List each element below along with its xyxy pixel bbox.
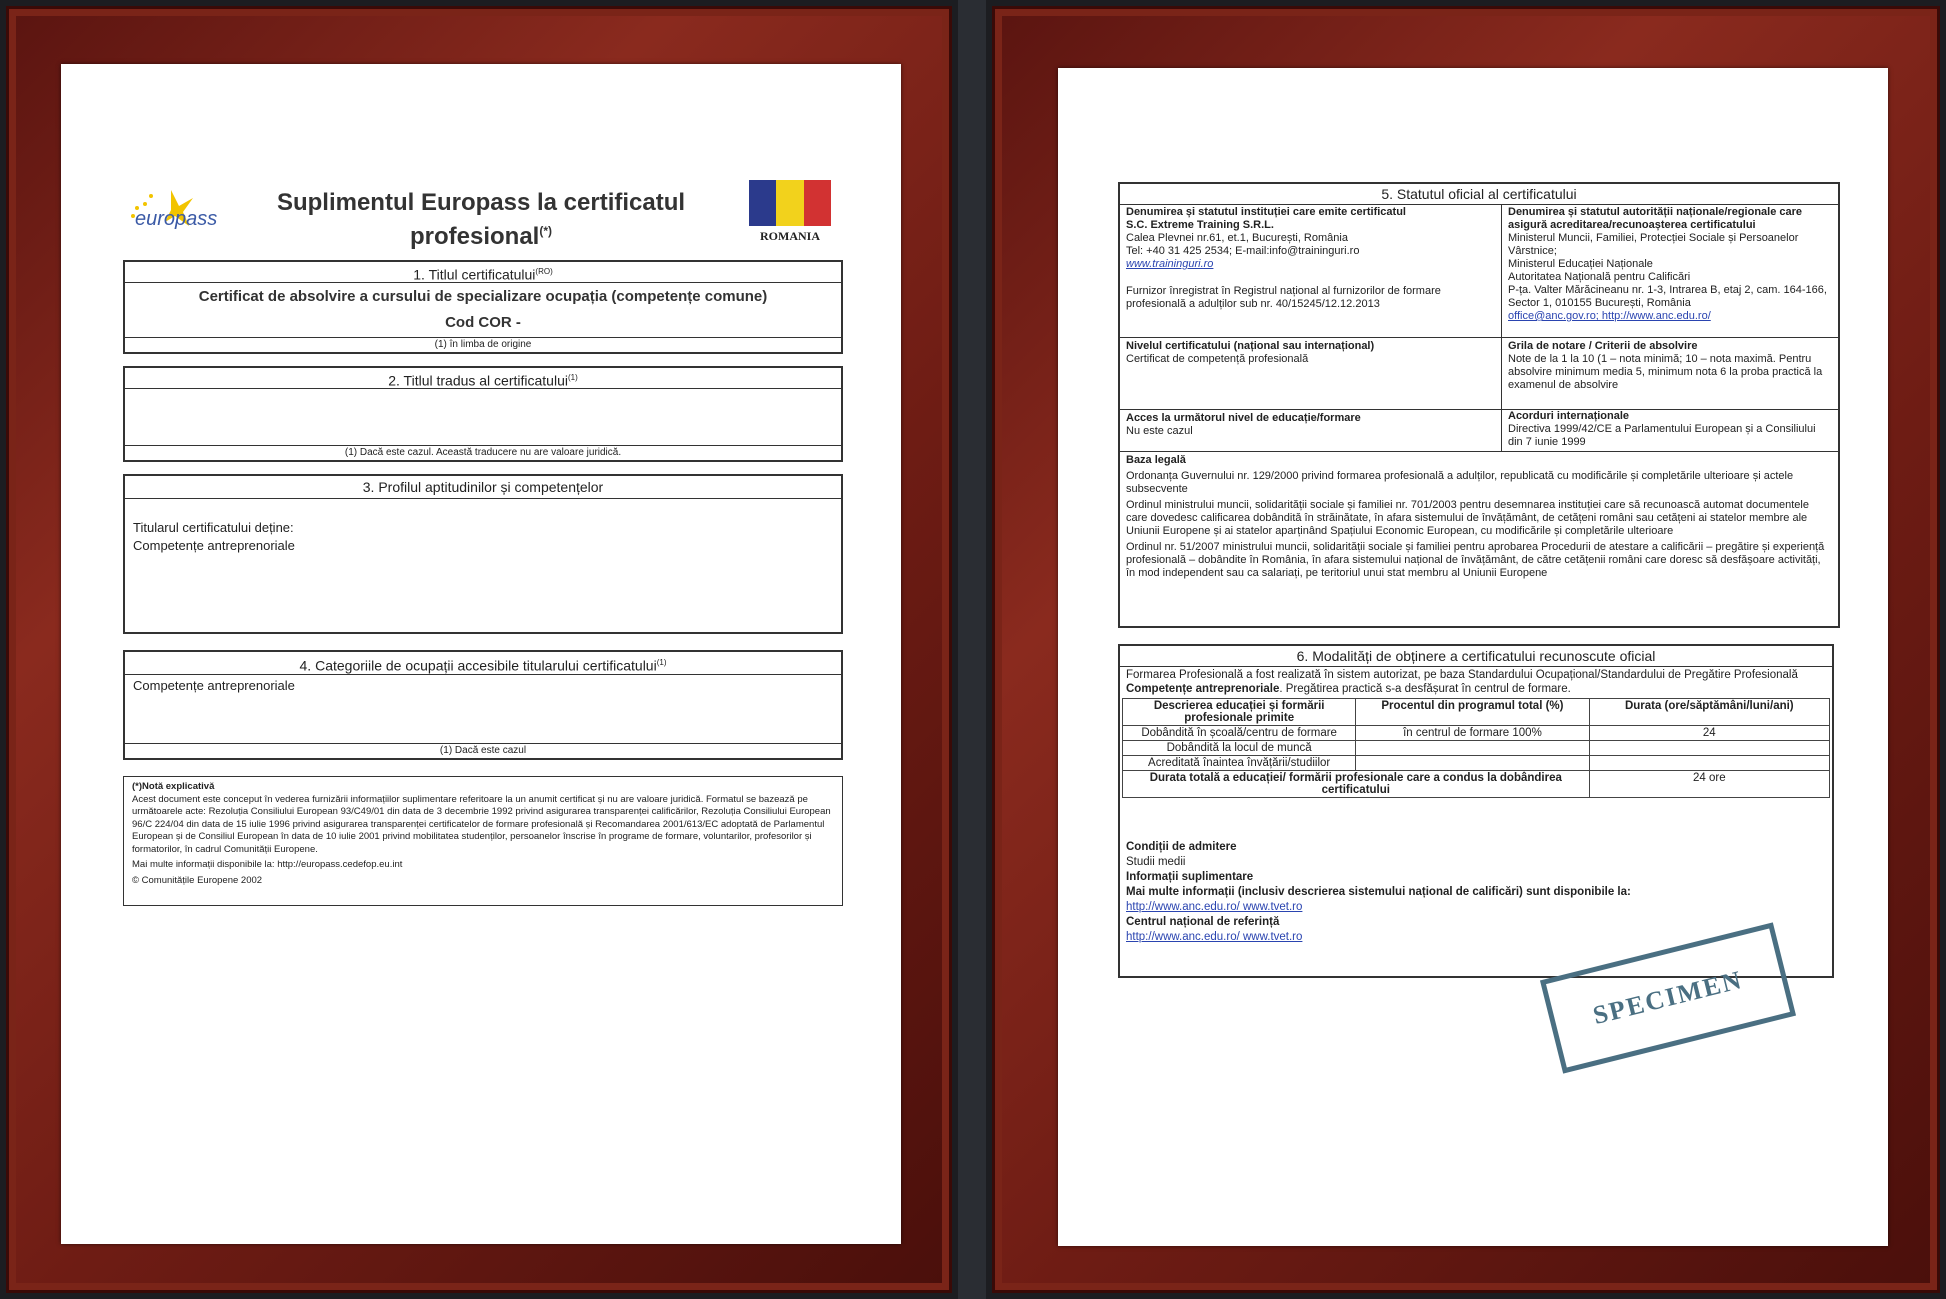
table-header-row	[1123, 699, 1830, 726]
col-duration: Durata (ore/săptămâni/luni/ani)	[1589, 699, 1829, 726]
section-2-translated-title	[123, 366, 843, 462]
title-line-2: profesional	[409, 223, 540, 250]
row-3-desc: Acreditată înaintea învățării/studiilor	[1123, 756, 1356, 771]
section-2-footnote: (1) Dacă este cazul. Această traducere nu are valoare juridică.	[125, 445, 841, 460]
row-1-pct: în centrul de formare 100%	[1356, 726, 1589, 741]
authority-line-2: Ministerul Educației Naționale	[1508, 258, 1653, 270]
admission-title: Condiții de admitere	[1126, 841, 1237, 853]
page-title	[251, 188, 711, 251]
legal-basis	[1120, 452, 1838, 582]
section-4-occupations	[123, 650, 843, 760]
total-label: Durata totală a educației/ formării profesionale care a condus la dobândirea certificatului	[1123, 771, 1590, 798]
issuer-registration: Furnizor înregistrat în Registrul național al furnizorilor de formare profesională a adulților sub nr. 40/15245/12.12.2013	[1126, 285, 1441, 310]
section-4-line-1: Competențe antreprenoriale	[133, 678, 295, 693]
authority-line-4: P-ța. Valter Mărăcineanu nr. 1-3, Intrarea B, etaj 2, cam. 164-166, Sector 1, 010155 București, România	[1508, 284, 1827, 309]
table-total-row	[1123, 771, 1830, 798]
section-6-details	[1126, 840, 1826, 945]
training-table	[1122, 698, 1830, 798]
section-3-competences	[123, 474, 843, 634]
flag-red-stripe	[804, 180, 831, 226]
row-1-desc: Dobândită în școală/centru de formare	[1123, 726, 1356, 741]
authority-cell	[1502, 204, 1838, 338]
issuer-address: Calea Plevnei nr.61, et.1, București, România	[1126, 232, 1348, 244]
left-document-page	[61, 64, 901, 1244]
flag-stripes	[749, 180, 831, 226]
europass-logo-text: europass	[135, 208, 218, 230]
flag-label: ROMANIA	[760, 229, 820, 243]
right-frame	[986, 0, 1946, 1299]
intro-text-standard: Competențe antreprenoriale	[1126, 683, 1280, 695]
row-3-dur	[1589, 756, 1829, 771]
more-info-title: Mai multe informații (inclusiv descrierea sistemului național de calificări) sunt disponibile la:	[1126, 886, 1631, 898]
row-2-dur	[1589, 741, 1829, 756]
section-4-sup: (1)	[656, 658, 667, 667]
intro-text-a: Formarea Profesională a fost realizată în sistem autorizat, pe baza Standardului Ocupațional/Standardului de Pregătire Profesională	[1126, 669, 1798, 681]
authority-line-3: Autoritatea Națională pentru Calificări	[1508, 271, 1691, 283]
row-2-pct	[1356, 741, 1589, 756]
section-4-header	[125, 652, 841, 675]
row-3-pct	[1356, 756, 1589, 771]
grading-cell	[1502, 338, 1838, 410]
intl-cell	[1502, 410, 1838, 452]
title-sup: (*)	[539, 224, 553, 238]
section-1-title	[123, 260, 843, 354]
table-row	[1123, 726, 1830, 741]
section-5-header: 5. Statutul oficial al certificatului	[1120, 184, 1838, 205]
section-1-header	[125, 262, 841, 283]
specimen-stamp-text: SPECIMEN	[1590, 964, 1746, 1031]
certificate-title: Certificat de absolvire a cursului de specializare ocupația (competențe comune)	[198, 288, 768, 305]
training-table-grid	[1122, 698, 1830, 798]
legal-3: Ordinul nr. 51/2007 ministrului muncii, solidarității sociale și familiei pentru aprobarea Procedurii de atestare a calificării – pregătire și experiență profesională – dobândite în România, în afara sistemului național de învățământ, de către cetățenii români care doresc să desfășoare activități, în mod independent sau ca salariați, pe teritoriul unui stat membru al Uniunii Europene	[1126, 541, 1825, 579]
access-title: Acces la următorul nivel de educație/formare	[1126, 412, 1361, 424]
access-value: Nu este cazul	[1126, 425, 1193, 437]
section-2-sup: (1)	[567, 373, 578, 382]
col-description: Descrierea educației și formării profesionale primite	[1123, 699, 1356, 726]
grading-title: Grila de notare / Criterii de absolvire	[1508, 340, 1698, 352]
table-row	[1123, 756, 1830, 771]
section-2-header	[125, 368, 841, 389]
authority-title: Denumirea și statutul autorității naționale/regionale care asigură acreditarea/recunoașterea certificatului	[1508, 206, 1803, 231]
issuer-name: S.C. Extreme Training S.R.L.	[1126, 219, 1274, 231]
reference-title: Centrul național de referință	[1126, 916, 1280, 928]
issuer-website-link[interactable]: www.traininguri.ro	[1126, 258, 1214, 270]
extra-title: Informații suplimentare	[1126, 871, 1254, 883]
legal-2: Ordinul ministrului muncii, solidarității sociale și familiei nr. 701/2003 pentru desemnarea instituției care să recunoască automat documentele care dovedesc calificarea dobândită în străinătate, în afara sistemului de învățământ, de cetățeni români sau cetățeni ai statelor membre ale Uniunii Europene și ai statelor aparținând Spațiului Economic European, cu modificările și completările ulterioare	[1126, 499, 1809, 537]
issuer-cell	[1120, 204, 1502, 338]
section-3-line-1: Titularul certificatului deține:	[133, 520, 294, 535]
total-value: 24 ore	[1589, 771, 1829, 798]
section-1-footnote: (1) în limba de origine	[125, 337, 841, 352]
admission-value: Studii medii	[1126, 856, 1186, 868]
intl-value: Directiva 1999/42/CE a Parlamentului European și a Consiliului din 7 iunie 1999	[1508, 423, 1816, 448]
section-4-footnote: (1) Dacă este cazul	[125, 743, 841, 758]
title-line-1: Suplimentul Europass la certificatul	[276, 189, 686, 216]
legal-title: Baza legală	[1126, 454, 1186, 466]
section-6-obtaining-methods	[1118, 644, 1834, 978]
level-value: Certificat de competență profesională	[1126, 353, 1309, 365]
flag-blue-stripe	[749, 180, 776, 226]
explanatory-note	[123, 776, 843, 906]
section-4-header-text: 4. Categoriile de ocupații accesibile titularului certificatului	[299, 657, 657, 674]
section-1-sup: (RO)	[535, 267, 553, 276]
level-title: Nivelul certificatului (național sau internațional)	[1126, 340, 1375, 352]
section-5-official-status	[1118, 182, 1840, 628]
left-frame	[0, 0, 958, 1299]
section-6-intro	[1126, 668, 1826, 696]
authority-line-1: Ministerul Muncii, Familiei, Protecției Sociale și Persoanelor Vârstnice;	[1508, 232, 1799, 257]
note-more-info: Mai multe informații disponibile la: http://europass.cedefop.eu.int	[132, 859, 403, 870]
section-6-header: 6. Modalități de obținere a certificatului recunoscute oficial	[1120, 646, 1832, 667]
note-body: Acest document este conceput în vederea furnizării informațiilor suplimentare referitoare la un anumit certificat și nu are valoare juridică. Formatul se bazează pe următoarele acte: Rezoluția Consiliului European 93/C49/01 din data de 3 decembrie 1992 privind asigurarea transparenței calificărilor, Rezoluția Consiliului European 96/C 224/04 din data de 15 iulie 1996 privind asigurarea transparenței certificatelor de formare profesională și Recomandarea 2001/613/EC adoptată de Parlamentul European și de Consiliul European în data de 10 iulie 2001 privind mobilitatea studenților, persoanelor înscrise în programe de formare, voluntarilor, profesorilor și formatorilor, în cadrul Comunității Europene.	[132, 793, 831, 855]
more-info-links[interactable]: http://www.anc.edu.ro/ www.tvet.ro	[1126, 901, 1303, 913]
col-percentage: Procentul din programul total (%)	[1356, 699, 1589, 726]
access-cell	[1120, 410, 1502, 452]
note-copyright: © Comunitățile Europene 2002	[132, 874, 263, 886]
grading-value: Note de la 1 la 10 (1 – nota minimă; 10 – nota maximă. Pentru absolvire minimum media 5, minimum nota 6 la proba practică la examenul de absolvire	[1508, 353, 1823, 391]
section-1-header-text: 1. Titlul certificatului	[413, 266, 536, 283]
row-1-dur: 24	[1589, 726, 1829, 741]
right-document-page	[1058, 68, 1888, 1246]
europass-logo	[121, 182, 231, 232]
section-2-header-text: 2. Titlul tradus al certificatului	[388, 372, 568, 389]
section-3-line-2: Competențe antreprenoriale	[133, 538, 295, 553]
authority-links[interactable]: office@anc.gov.ro; http://www.anc.edu.ro/	[1508, 310, 1711, 322]
intro-text-c: . Pregătirea practică s-a desfășurat în centrul de formare.	[1279, 683, 1571, 695]
note-title: (*)Notă explicativă	[132, 781, 215, 792]
legal-1: Ordonanța Guvernului nr. 129/2000 privind formarea profesională a adulților, republicată cu modificările și completările ulterioare și actele subsecvente	[1126, 470, 1794, 495]
cod-cor: Cod COR -	[445, 314, 521, 331]
section-3-header: 3. Profilul aptitudinilor și competențelor	[125, 476, 841, 499]
flag-yellow-stripe	[776, 180, 803, 226]
romania-flag	[749, 180, 831, 242]
issuer-title: Denumirea și statutul instituției care emite certificatul	[1126, 206, 1406, 218]
level-cell	[1120, 338, 1502, 410]
reference-links[interactable]: http://www.anc.edu.ro/ www.tvet.ro	[1126, 931, 1303, 943]
issuer-contact: Tel: +40 31 425 2534; E-mail:info@traininguri.ro	[1126, 245, 1360, 257]
row-2-desc: Dobândită la locul de muncă	[1123, 741, 1356, 756]
table-row	[1123, 741, 1830, 756]
intl-title: Acorduri internaționale	[1508, 410, 1630, 422]
